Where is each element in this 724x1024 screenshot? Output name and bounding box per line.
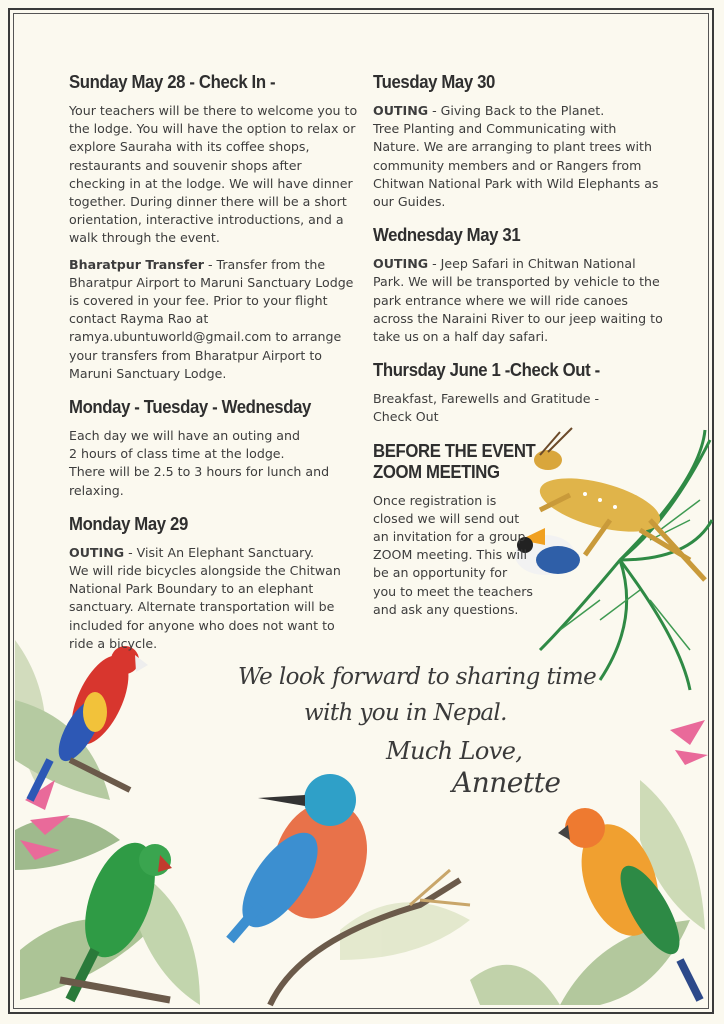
closing-love: Much Love, (386, 737, 523, 765)
thursday-body (373, 390, 663, 426)
transfer-paragraph (69, 256, 359, 383)
right-column (373, 72, 663, 633)
thursday-heading: Thursday June 1 -Check Out - (373, 360, 600, 381)
wednesday-heading: Wednesday May 31 (373, 225, 521, 246)
transfer-body: - Transfer from the Bharatpur Airport to Maruni Sanctuary Lodge is covered in your fee. Prior to your flight contact Rayma Rao at ramya.ubuntuworld@gmail.com to arrange your transfers from Bharatpur Airport to Maruni Sanctuary Lodge. (69, 256, 354, 381)
sunday-heading: Sunday May 28 - Check In - (69, 72, 276, 92)
weekdays-line2: 2 hours of class time at the lodge. (69, 446, 285, 462)
kingfisher-icon (228, 774, 470, 1005)
weekdays-section (69, 397, 359, 500)
tuesday-line1: - Giving Back to the Planet. (428, 103, 605, 118)
monday-details: We will ride bicycles alongside the Chitwan National Park Boundary to an elephant sanctuary. Alternate transportation will be included for anyone who does not want to ride a bicycle. (69, 563, 341, 651)
left-column (69, 72, 359, 667)
thursday-line1: Breakfast, Farewells and Gratitude - (373, 391, 600, 407)
transfer-lead: Bharatpur Transfer (69, 256, 204, 272)
weekdays-line1: Each day we will have an outing and (69, 428, 301, 444)
wednesday-section (373, 225, 663, 346)
weekdays-body (69, 427, 359, 500)
weekdays-line3: There will be 2.5 to 3 hours for lunch and relaxing. (69, 464, 330, 498)
zoom-heading-line1: BEFORE THE EVENT (373, 440, 536, 461)
closing-line1: We look forward to sharing time (238, 664, 597, 690)
closing-line2: with you in Nepal. (304, 700, 507, 726)
monday-line1: - Visit An Elephant Sanctuary. (124, 544, 314, 560)
monday-body (69, 544, 359, 653)
zoom-body: Once registration is closed we will send out an invitation for a group ZOOM meeting. This will be an opportunity for you to meet the teachers and ask any questions. (373, 492, 533, 617)
monday-section (69, 514, 359, 653)
wednesday-details: - Jeep Safari in Chitwan National Park. We will be transported by vehicle to the park entrance where we will ride canoes across the Naraini River to our jeep waiting to take us on a half day safari. (373, 256, 663, 345)
monday-outing-label: OUTING (69, 544, 125, 560)
weekdays-heading: Monday - Tuesday - Wednesday (69, 397, 311, 418)
tuesday-section (373, 72, 663, 211)
tuesday-body (373, 102, 663, 211)
monday-heading: Monday May 29 (69, 513, 188, 534)
tuesday-details: Tree Planting and Communicating with Nature. We are arranging to plant trees with community members and or Rangers from Chitwan National Park with Wild Elephants as our Guides. (373, 121, 659, 210)
zoom-section (373, 441, 663, 619)
thursday-line2: Check Out (373, 409, 439, 425)
zoom-heading-line2: ZOOM MEETING (373, 461, 500, 482)
wednesday-outing-label: OUTING (373, 256, 429, 272)
wednesday-body (373, 255, 663, 346)
tuesday-heading: Tuesday May 30 (373, 72, 495, 92)
signature-name: Annette (452, 766, 561, 799)
sunday-body: Your teachers will be there to welcome you to the lodge. You will have the option to relax or explore Sauraha with its coffee shops, restaurants and souvenir shops after checking in at the lodge. We will have dinner together. During dinner there will be a short orientation, interactive introductions, and a walk through the event. (69, 103, 358, 246)
sunday-section (69, 72, 359, 383)
thursday-section (373, 360, 663, 426)
tuesday-outing-label: OUTING (373, 103, 429, 118)
